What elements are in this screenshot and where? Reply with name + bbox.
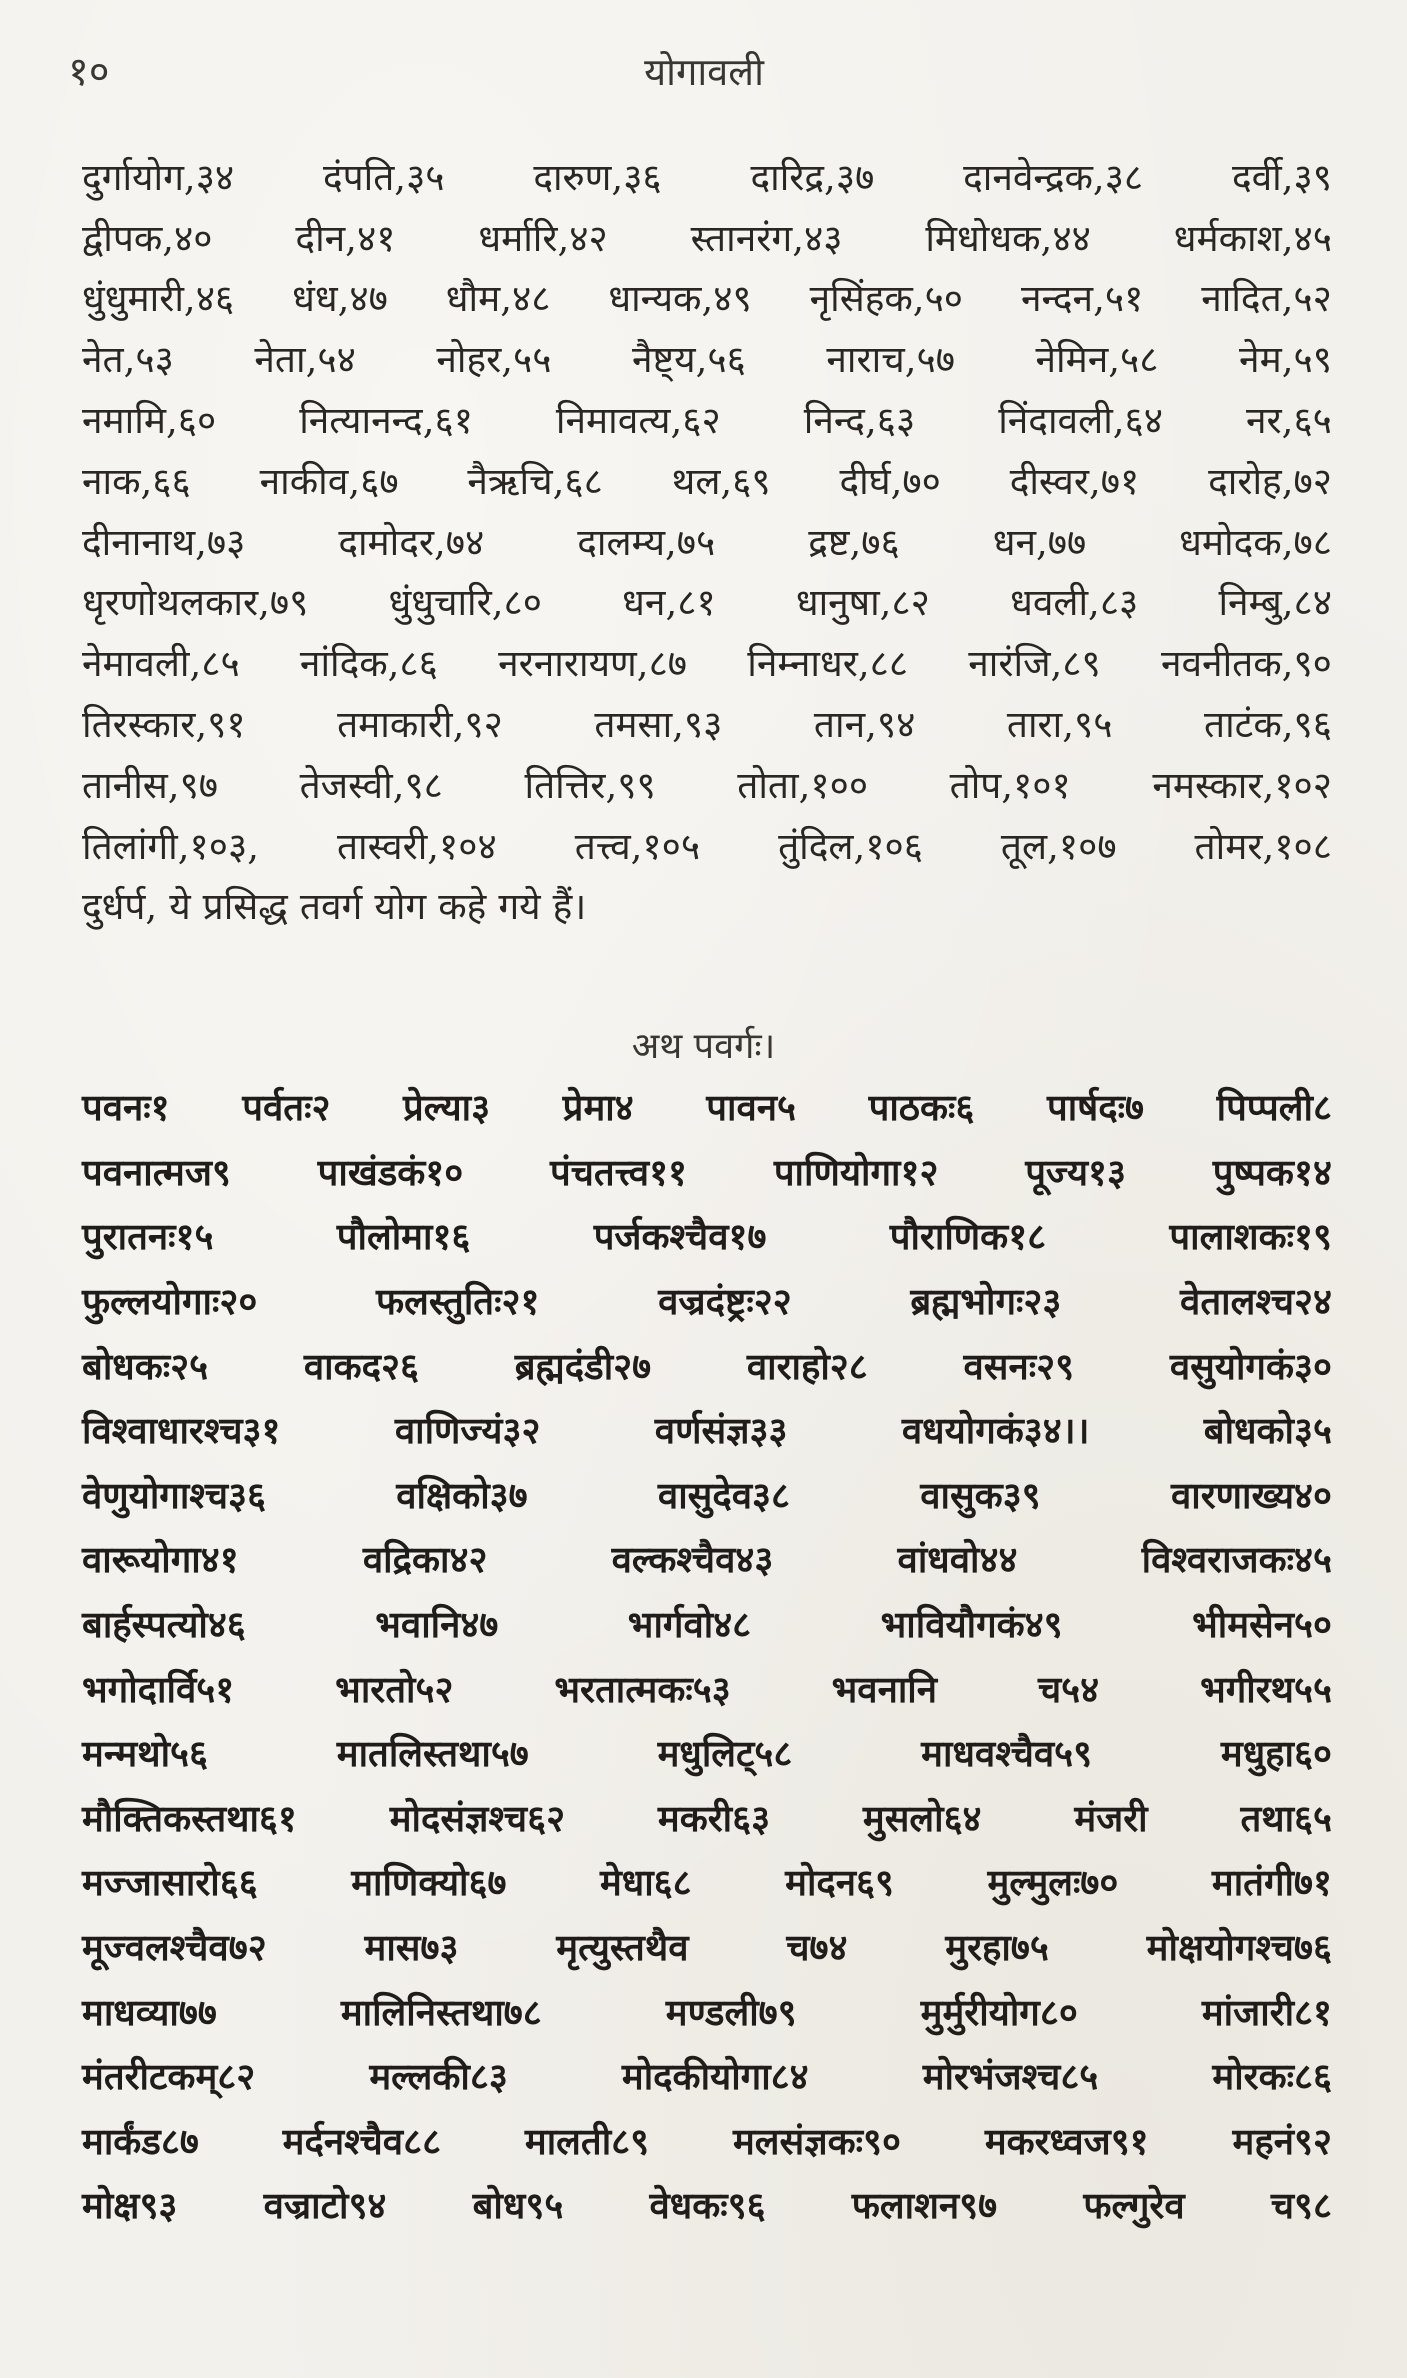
- yoga-name-entry: पर्जकश्चैव१७: [593, 1215, 767, 1259]
- yoga-name-entry: नमस्कार,१०२: [1152, 763, 1332, 807]
- yoga-name-entry: मुरहा७५: [945, 1926, 1049, 1970]
- yoga-name-entry: मुल्मुलः७०: [987, 1861, 1119, 1905]
- text-line: [82, 327, 1332, 388]
- yoga-name-entry: नादित,५२: [1201, 277, 1332, 321]
- yoga-name-entry: योग: [374, 885, 427, 929]
- yoga-name-entry: मधुहा६०: [1220, 1732, 1332, 1776]
- text-line: [82, 1139, 1332, 1204]
- yoga-name-entry: महनं९२: [1232, 2119, 1332, 2163]
- text-line: [82, 1268, 1332, 1333]
- yoga-name-entry: माधवश्चैव५९: [921, 1732, 1093, 1776]
- yoga-name-entry: पिप्पली८: [1216, 1086, 1332, 1130]
- yoga-name-entry: मज्जासारो६६: [82, 1861, 258, 1905]
- yoga-name-entry: वांधवो४४: [897, 1538, 1018, 1582]
- yoga-name-entry: पाठकः६: [868, 1086, 975, 1130]
- text-line: [82, 2172, 1332, 2237]
- yoga-name-entry: मेधा६८: [599, 1861, 692, 1905]
- yoga-name-entry: नेमावली,८५: [82, 642, 240, 686]
- yoga-name-entry: तवर्ग: [299, 885, 363, 929]
- text-line: [82, 2043, 1332, 2108]
- yoga-name-entry: मकरी६३: [657, 1796, 771, 1840]
- yoga-name-entry: द्वीपक,४०: [82, 216, 213, 260]
- yoga-name-entry: नेत,५३: [82, 338, 174, 382]
- yoga-name-entry: मण्डली७९: [665, 1990, 797, 2034]
- yoga-name-entry: बार्हस्पत्यो४६: [82, 1603, 246, 1647]
- text-line: [82, 875, 1332, 936]
- yoga-name-entry: मोदन६९: [785, 1861, 895, 1905]
- running-title: योगावली: [644, 50, 764, 94]
- yoga-name-entry: तमसा,९३: [594, 703, 723, 747]
- yoga-name-entry: बोध९५: [472, 2184, 564, 2228]
- yoga-name-entry: पौलोमा१६: [336, 1215, 471, 1259]
- yoga-name-entry: तान,९४: [813, 703, 916, 747]
- text-line: [82, 1397, 1332, 1462]
- yoga-name-entry: मोक्ष९३: [82, 2184, 178, 2228]
- yoga-name-entry: प्रेमा४: [562, 1086, 634, 1130]
- yoga-name-entry: वधयोगकं३४।।: [901, 1409, 1090, 1453]
- yoga-name-entry: वसनः२९: [963, 1344, 1075, 1388]
- yoga-name-entry: दानवेन्द्रक,३८: [963, 155, 1144, 199]
- yoga-name-entry: पार्षदः७: [1046, 1086, 1145, 1130]
- yoga-name-entry: माधव्या७७: [82, 1990, 217, 2034]
- yoga-name-entry: मुसलो६४: [862, 1796, 982, 1840]
- yoga-name-entry: वेतालश्च२४: [1180, 1280, 1332, 1324]
- yoga-name-entry: भवनानि: [831, 1667, 938, 1711]
- yoga-name-entry: मास७३: [364, 1926, 459, 1970]
- yoga-name-entry: च५४: [1037, 1667, 1100, 1711]
- yoga-name-entry: विश्वराजकः४५: [1141, 1538, 1332, 1582]
- yoga-name-entry: वारणाख्य४०: [1170, 1473, 1332, 1517]
- yoga-name-entry: मंतरीटकम्८२: [82, 2055, 256, 2099]
- yoga-name-entry: दंपति,३५: [322, 155, 445, 199]
- yoga-name-entry: मकरध्वज९१: [984, 2119, 1149, 2163]
- yoga-name-entry: तोप,१०१: [949, 763, 1071, 807]
- yoga-name-entry: धवली,८३: [1010, 581, 1139, 625]
- yoga-name-entry: तमाकारी,९२: [337, 703, 503, 747]
- yoga-name-entry: मूज्वलश्चैव७२: [82, 1926, 267, 1970]
- yoga-name-entry: वक्षिको३७: [396, 1473, 528, 1517]
- yoga-name-entry: मुर्मुरीयोग८०: [920, 1990, 1078, 2034]
- yoga-name-entry: तुंदिल,१०६: [778, 824, 923, 868]
- yoga-name-entry: दीस्वर,७१: [1009, 459, 1140, 503]
- yoga-name-entry: मालिनिस्तथा७८: [340, 1990, 542, 2034]
- yoga-name-entry: मौक्तिकस्तथा६१: [82, 1796, 297, 1840]
- yoga-name-entry: माणिक्यो६७: [351, 1861, 507, 1905]
- yoga-name-entry: ब्रह्मभोगः२३: [910, 1280, 1062, 1324]
- pavarga-yoga-list: [82, 1074, 1332, 2237]
- yoga-name-entry: वज्रदंष्ट्रः२२: [658, 1280, 792, 1324]
- yoga-name-entry: मन्मथो५६: [82, 1732, 208, 1776]
- yoga-name-entry: धमोदक,७८: [1179, 520, 1332, 564]
- yoga-name-entry: मिधोधक,४४: [925, 216, 1091, 260]
- yoga-name-entry: दर्वी,३९: [1231, 155, 1332, 199]
- yoga-name-entry: वल्कश्चैव४३: [611, 1538, 774, 1582]
- yoga-name-entry: निन्द,६३: [803, 399, 916, 443]
- yoga-name-entry: वासुक३९: [920, 1473, 1041, 1517]
- yoga-name-entry: निंदावली,६४: [998, 399, 1164, 443]
- yoga-name-entry: तित्तिर,९९: [524, 763, 656, 807]
- yoga-name-entry: धौम,४८: [445, 277, 551, 321]
- page-number: १०: [68, 49, 110, 95]
- yoga-name-entry: नमामि,६०: [82, 399, 217, 443]
- yoga-name-entry: दारोह,७२: [1208, 459, 1332, 503]
- text-line: [82, 1462, 1332, 1527]
- text-line: [82, 1914, 1332, 1979]
- yoga-name-entry: मांजारी८१: [1201, 1990, 1332, 2034]
- yoga-name-entry: धुंधुमारी,४६: [82, 277, 235, 321]
- yoga-name-entry: ताटंक,९६: [1204, 703, 1332, 747]
- text-line: [82, 1074, 1332, 1139]
- yoga-name-entry: विश्वाधारश्च३१: [82, 1409, 281, 1453]
- yoga-name-entry: नाकीव,६७: [259, 459, 399, 503]
- yoga-name-entry: भगोदार्वि५१: [82, 1667, 235, 1711]
- text-line: [82, 267, 1332, 328]
- yoga-name-entry: नोहर,५५: [436, 338, 552, 382]
- yoga-name-entry: निमावत्य,६२: [555, 399, 721, 443]
- yoga-name-entry: दीनानाथ,७३: [82, 520, 246, 564]
- yoga-name-entry: दारुण,३६: [533, 155, 662, 199]
- text-line: [82, 814, 1332, 875]
- yoga-name-entry: फलस्तुतिः२१: [375, 1280, 540, 1324]
- yoga-name-entry: तिलांगी,१०३,: [82, 824, 259, 868]
- text-line: [82, 449, 1332, 510]
- yoga-name-entry: वारूयोगा४१: [82, 1538, 239, 1582]
- yoga-name-entry: थल,६९: [671, 459, 771, 503]
- yoga-name-entry: धर्मकाश,४५: [1173, 216, 1332, 260]
- yoga-name-entry: फलाशन९७: [851, 2184, 998, 2228]
- yoga-name-entry: दीन,४१: [295, 216, 396, 260]
- yoga-name-entry: मर्दनश्चैव८८: [282, 2119, 442, 2163]
- yoga-name-entry: नृसिंहक,५०: [809, 277, 964, 321]
- text-line: [82, 1785, 1332, 1850]
- text-line: [82, 510, 1332, 571]
- yoga-name-entry: पुरातनः१५: [82, 1215, 214, 1259]
- yoga-name-entry: बोधकः२५: [82, 1344, 209, 1388]
- yoga-name-entry: मातंगी७१: [1211, 1861, 1332, 1905]
- yoga-name-entry: मल्लकी८३: [369, 2055, 508, 2099]
- text-line: [82, 753, 1332, 814]
- yoga-name-entry: द्रष्ट,७६: [808, 520, 900, 564]
- yoga-name-entry: स्तानरंग,४३: [690, 216, 843, 260]
- yoga-name-entry: दामोदर,७४: [338, 520, 485, 564]
- yoga-name-entry: मालती८९: [524, 2119, 650, 2163]
- yoga-name-entry: वर्णसंज्ञ३३: [654, 1409, 788, 1453]
- text-line: [82, 1720, 1332, 1785]
- text-line: [82, 145, 1332, 206]
- yoga-name-entry: वज्राटो९४: [263, 2184, 387, 2228]
- yoga-name-entry: नवनीतक,९०: [1160, 642, 1332, 686]
- text-line: [82, 1203, 1332, 1268]
- yoga-name-entry: मातलिस्तथा५७: [336, 1732, 529, 1776]
- yoga-name-entry: धंध,४७: [292, 277, 388, 321]
- yoga-name-entry: धृरणोथलकार,७९: [82, 581, 309, 625]
- yoga-name-entry: तेजस्वी,९८: [299, 763, 443, 807]
- yoga-name-entry: मधुलिट्५८: [657, 1732, 793, 1776]
- yoga-name-entry: धन,७७: [992, 520, 1087, 564]
- yoga-name-entry: धुंधुचारि,८०: [388, 581, 543, 625]
- text-line: [82, 692, 1332, 753]
- yoga-name-entry: च७४: [786, 1926, 848, 1970]
- yoga-name-entry: भरतात्मकः५३: [554, 1667, 731, 1711]
- yoga-name-entry: मार्कंड८७: [82, 2119, 199, 2163]
- yoga-name-entry: तत्त्व,१०५: [574, 824, 701, 868]
- yoga-name-entry: भगीरथ५५: [1200, 1667, 1332, 1711]
- yoga-name-entry: तानीस,९७: [82, 763, 219, 807]
- page-header: [68, 42, 1340, 102]
- yoga-name-entry: मोरभंजश्च८५: [922, 2055, 1099, 2099]
- yoga-name-entry: मोदसंज्ञश्च६२: [389, 1796, 566, 1840]
- text-line: [82, 1978, 1332, 2043]
- yoga-name-entry: नाराच,५७: [826, 338, 955, 382]
- yoga-name-entry: धर्मारि,४२: [478, 216, 608, 260]
- yoga-name-entry: पंचतत्त्व११: [549, 1150, 688, 1194]
- yoga-name-entry: फल्गुरेव: [1083, 2184, 1185, 2228]
- yoga-name-entry: मोक्षयोगश्च७६: [1146, 1926, 1332, 1970]
- yoga-name-entry: मृत्युस्तथैव: [556, 1926, 689, 1970]
- yoga-name-entry: भवानि४७: [375, 1603, 499, 1647]
- yoga-name-entry: तारा,९५: [1006, 703, 1113, 747]
- yoga-name-entry: पवनात्मज९: [82, 1150, 231, 1194]
- yoga-name-entry: दुर्धर्प,: [82, 885, 158, 929]
- yoga-name-entry: मोदकीयोगा८४: [621, 2055, 809, 2099]
- yoga-name-entry: धानुषा,८२: [795, 581, 930, 625]
- yoga-name-entry: बोधको३५: [1203, 1409, 1332, 1453]
- yoga-name-entry: दालम्य,७५: [577, 520, 716, 564]
- yoga-name-entry: नेता,५४: [254, 338, 356, 382]
- yoga-name-entry: तोता,१००: [737, 763, 869, 807]
- yoga-name-entry: वेणुयोगाश्च३६: [82, 1473, 266, 1517]
- text-line: [82, 2108, 1332, 2173]
- yoga-name-entry: नारंजि,८९: [968, 642, 1101, 686]
- yoga-name-entry: पाखंडकं१०: [317, 1150, 464, 1194]
- yoga-name-entry: मलसंज्ञकः९०: [732, 2119, 901, 2163]
- yoga-name-entry: पुष्पक१४: [1212, 1150, 1332, 1194]
- text-line: [82, 1526, 1332, 1591]
- yoga-name-entry: भीमसेन५०: [1192, 1603, 1332, 1647]
- yoga-name-entry: वद्रिका४२: [362, 1538, 488, 1582]
- yoga-name-entry: हैं।: [552, 885, 587, 929]
- yoga-name-entry: नैऋचि,६८: [467, 459, 603, 503]
- yoga-name-entry: निम्नाधर,८८: [747, 642, 909, 686]
- yoga-name-entry: पाणियोगा१२: [773, 1150, 939, 1194]
- yoga-name-entry: तूल,१०७: [1000, 824, 1117, 868]
- yoga-name-entry: पर्वतः२: [242, 1086, 331, 1130]
- yoga-name-entry: वसुयोगकं३०: [1169, 1344, 1332, 1388]
- yoga-name-entry: नरनारायण,८७: [498, 642, 688, 686]
- yoga-name-entry: गये: [498, 885, 541, 929]
- yoga-name-entry: फुल्लयोगाः२०: [82, 1280, 258, 1324]
- yoga-name-entry: वेधकः९६: [649, 2184, 766, 2228]
- yoga-name-entry: नन्दन,५१: [1020, 277, 1144, 321]
- yoga-name-entry: च९८: [1270, 2184, 1332, 2228]
- yoga-name-entry: पावन५: [706, 1086, 797, 1130]
- text-line: [82, 571, 1332, 632]
- yoga-name-entry: धन,८१: [622, 581, 716, 625]
- yoga-name-entry: तोमर,१०८: [1194, 824, 1332, 868]
- yoga-name-entry: वासुदेव३८: [657, 1473, 790, 1517]
- yoga-name-entry: मोरकः८६: [1212, 2055, 1332, 2099]
- yoga-name-entry: नर,६५: [1246, 399, 1332, 443]
- yoga-name-entry: ये: [169, 885, 191, 929]
- yoga-name-entry: धान्यक,४९: [608, 277, 752, 321]
- section-heading-pavarga: अथ पवर्गः।: [631, 1026, 776, 1067]
- tavarga-yoga-list: [82, 145, 1332, 935]
- yoga-name-entry: वाराहो२८: [746, 1344, 868, 1388]
- yoga-name-entry: तिरस्कार,९१: [82, 703, 246, 747]
- yoga-name-entry: वाकद२६: [303, 1344, 419, 1388]
- yoga-name-entry: भारतो५२: [335, 1667, 454, 1711]
- yoga-name-entry: वाणिज्यं३२: [394, 1409, 541, 1453]
- yoga-name-entry: पौराणिक१८: [889, 1215, 1047, 1259]
- yoga-name-entry: दीर्घ,७०: [839, 459, 941, 503]
- yoga-name-entry: नेमिन,५८: [1035, 338, 1159, 382]
- yoga-name-entry: ब्रह्मदंडी२७: [514, 1344, 652, 1388]
- yoga-name-entry: दुर्गायोग,३४: [82, 155, 235, 199]
- text-line: [82, 388, 1332, 449]
- yoga-name-entry: पवनः१: [82, 1086, 170, 1130]
- yoga-name-entry: भार्गवो४८: [627, 1603, 752, 1647]
- text-line: [82, 1849, 1332, 1914]
- yoga-name-entry: दारिद्र,३७: [750, 155, 875, 199]
- yoga-name-entry: प्रेल्या३: [403, 1086, 491, 1130]
- yoga-name-entry: तास्वरी,१०४: [336, 824, 497, 868]
- yoga-name-entry: निम्बु,८४: [1218, 581, 1332, 625]
- yoga-name-entry: तथा६५: [1240, 1796, 1332, 1840]
- text-line: [82, 1655, 1332, 1720]
- yoga-name-entry: कहे: [438, 885, 487, 929]
- text-line: [82, 206, 1332, 267]
- text-line: [82, 1332, 1332, 1397]
- yoga-name-entry: मंजरी: [1074, 1796, 1148, 1840]
- yoga-name-entry: प्रसिद्ध: [202, 885, 288, 929]
- yoga-name-entry: नाक,६६: [82, 459, 191, 503]
- text-line: [82, 1591, 1332, 1656]
- yoga-name-entry: नित्यानन्द,६१: [299, 399, 473, 443]
- yoga-name-entry: नैष्ट्य,५६: [632, 338, 746, 382]
- yoga-name-entry: पालाशकः१९: [1169, 1215, 1332, 1259]
- text-line: [82, 631, 1332, 692]
- yoga-name-entry: पूज्य१३: [1025, 1150, 1126, 1194]
- yoga-name-entry: नांदिक,८६: [299, 642, 438, 686]
- yoga-name-entry: नेम,५९: [1239, 338, 1332, 382]
- yoga-name-entry: भावियौगकं४९: [880, 1603, 1063, 1647]
